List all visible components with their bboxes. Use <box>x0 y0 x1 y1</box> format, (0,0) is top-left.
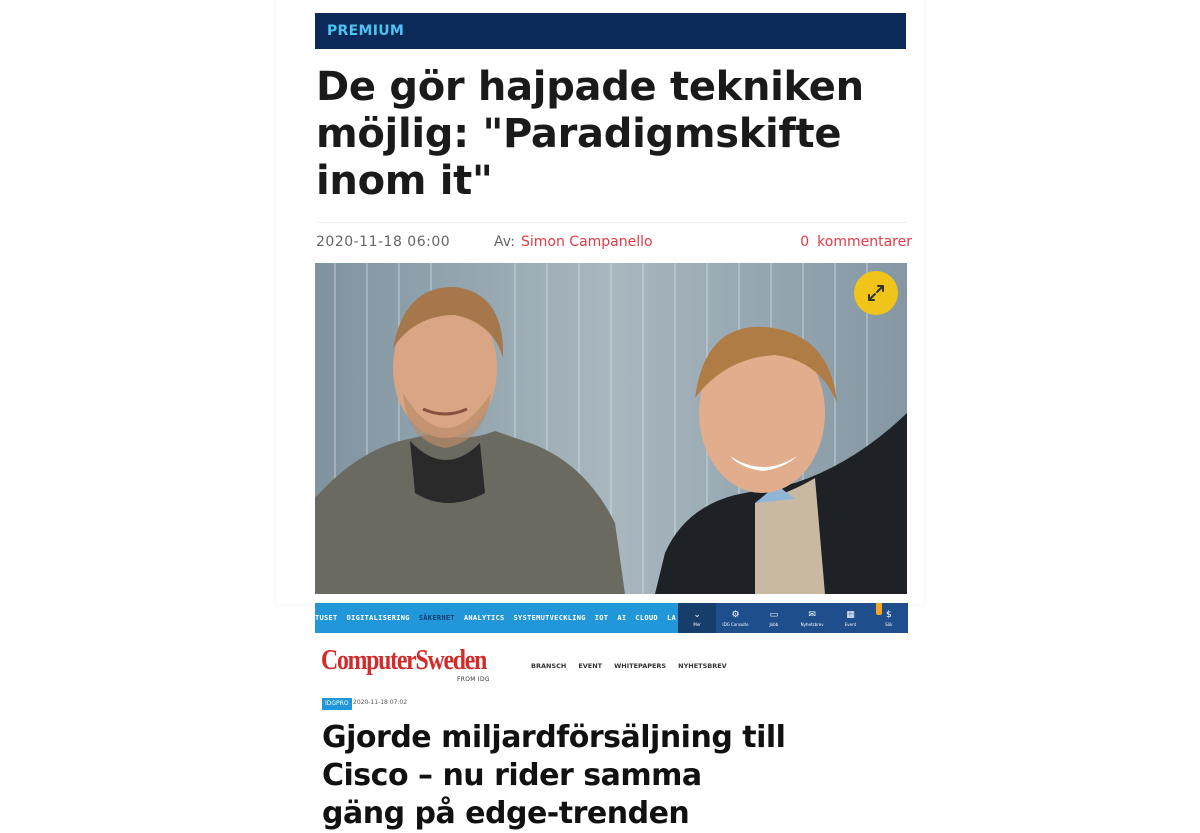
byline <box>494 234 653 250</box>
nav-item[interactable]: AI <box>617 614 627 622</box>
second-headline[interactable]: Gjorde miljardförsäljning till Cisco – nu rider samma gäng på edge-trenden <box>322 720 786 831</box>
article-headline[interactable]: De gör hajpade tekniken möjlig: "Paradigmskifte inom it" <box>316 64 864 204</box>
author-link[interactable]: Simon Campanello <box>521 234 653 250</box>
site-menu-item[interactable]: NYHETSBREV <box>678 662 727 670</box>
site-menu <box>531 662 739 670</box>
divider <box>316 222 907 223</box>
nav-tool-label: Event <box>844 621 857 627</box>
nav-tool-label: Nyhetsbrev <box>800 621 824 627</box>
gear-icon: ⚙ <box>731 609 740 620</box>
site-menu-item[interactable]: WHITEPAPERS <box>614 662 667 670</box>
second-date: 2020-11-18 07:02 <box>353 699 408 706</box>
nav-tool-gear[interactable] <box>716 603 754 633</box>
photo-illustration <box>315 263 907 594</box>
nav-tool-label: Sök <box>885 621 893 627</box>
comments-label: kommentarer <box>817 234 912 250</box>
dollar-icon: $ <box>885 609 892 620</box>
nav-tool-monitor[interactable] <box>755 603 793 633</box>
premium-label: PREMIUM <box>327 23 405 39</box>
nav-tool-calendar[interactable] <box>831 603 869 633</box>
nav-item[interactable]: LA <box>666 614 676 622</box>
comments-link[interactable] <box>800 234 912 250</box>
publish-date: 2020-11-18 06:00 <box>316 234 451 250</box>
nav-item[interactable]: TUSET <box>315 614 338 622</box>
monitor-icon: ▭ <box>769 609 779 620</box>
chevron-down-icon: ⌄ <box>693 609 701 620</box>
notification-tab <box>876 603 882 615</box>
section-nav-items <box>315 603 685 633</box>
premium-banner <box>315 13 906 49</box>
byline-prefix: Av: <box>494 234 515 250</box>
site-logo-sub: FROM IDG <box>457 676 490 683</box>
nav-item[interactable]: CLOUD <box>635 614 658 622</box>
nav-item[interactable]: SÄKERHET <box>418 614 455 622</box>
nav-item[interactable]: ANALYTICS <box>463 614 505 622</box>
nav-tools <box>678 603 908 633</box>
idgpro-badge: IDGPRO <box>322 698 352 710</box>
site-menu-item[interactable]: EVENT <box>578 662 603 670</box>
article-photo <box>315 263 907 594</box>
mail-icon: ✉ <box>808 609 816 620</box>
article-meta <box>316 234 912 254</box>
nav-tool-label: Mer <box>693 621 701 627</box>
nav-tool-chevron-down[interactable] <box>678 603 716 633</box>
site-menu-item[interactable]: BRANSCH <box>531 662 567 670</box>
calendar-icon: ▦ <box>846 609 855 620</box>
nav-tool-label: Jobb <box>769 621 779 627</box>
nav-item[interactable]: IOT <box>594 614 609 622</box>
expand-arrows-icon <box>866 283 886 303</box>
expand-image-button[interactable] <box>854 271 898 315</box>
site-logo[interactable]: ComputerSweden <box>321 644 487 676</box>
nav-tool-mail[interactable] <box>793 603 831 633</box>
nav-item[interactable]: DIGITALISERING <box>346 614 410 622</box>
nav-item[interactable]: SYSTEMUTVECKLING <box>513 614 586 622</box>
comments-count: 0 <box>800 234 810 250</box>
nav-tool-label: IDG Consulte <box>722 621 749 627</box>
